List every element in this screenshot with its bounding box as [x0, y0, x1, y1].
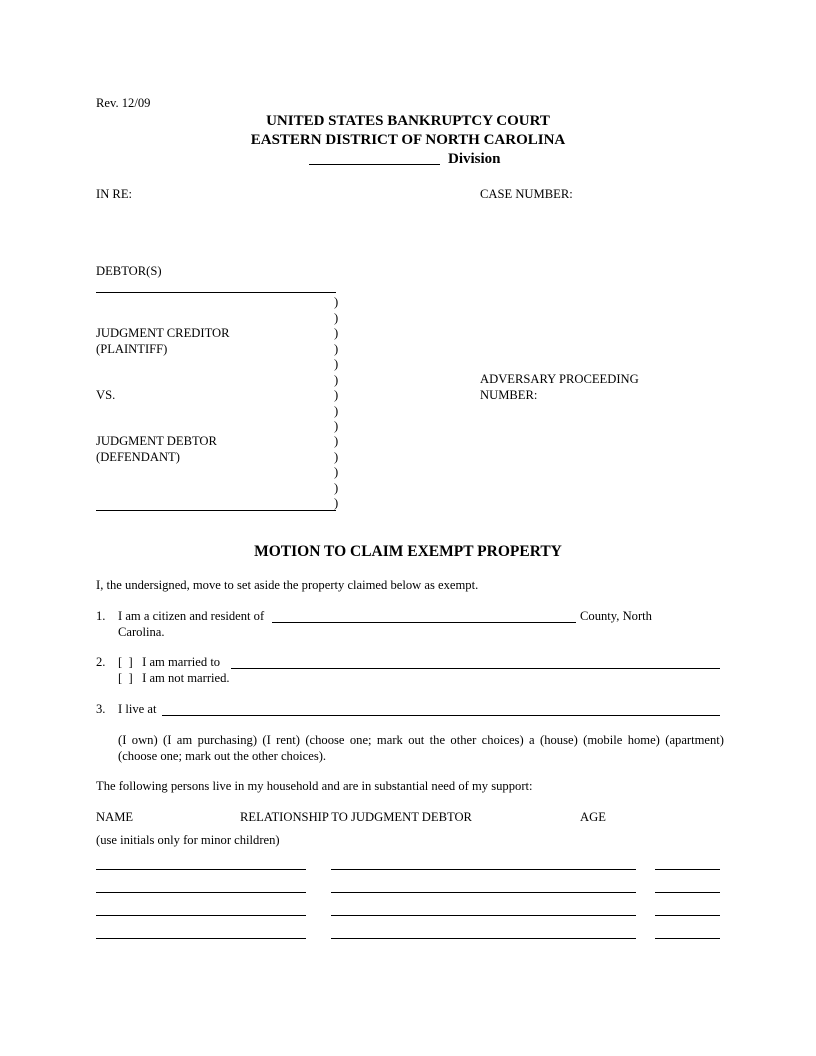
plaintiff-label: (PLAINTIFF) — [96, 342, 168, 356]
caption-paren: ) — [334, 357, 339, 371]
col-name-header: NAME — [96, 810, 134, 824]
item-number: 1. — [96, 609, 106, 623]
debtors-label: DEBTOR(S) — [96, 264, 162, 278]
judgment-debtor-label: JUDGMENT DEBTOR — [96, 434, 217, 448]
initials-note: (use initials only for minor children) — [96, 833, 280, 847]
judgment-creditor-label: JUDGMENT CREDITOR — [96, 326, 230, 340]
revision-label: Rev. 12/09 — [96, 96, 151, 110]
married-checkbox-label[interactable]: [ ] I am married to — [118, 655, 221, 669]
division-label: Division — [448, 151, 501, 167]
spouse-name-field[interactable] — [231, 668, 720, 669]
address-field[interactable] — [162, 715, 720, 716]
court-district: EASTERN DISTRICT OF NORTH CAROLINA — [250, 132, 566, 148]
in-re-label: IN RE: — [96, 187, 133, 201]
court-name: UNITED STATES BANKRUPTCY COURT — [266, 113, 550, 129]
caption-paren: ) — [334, 404, 339, 418]
caption-paren: ) — [334, 434, 339, 448]
defendant-label: (DEFENDANT) — [96, 450, 180, 464]
caption-paren: ) — [334, 326, 339, 340]
col-relationship-header: RELATIONSHIP TO JUDGMENT DEBTOR — [240, 810, 472, 824]
caption-paren: ) — [334, 311, 339, 325]
household-name-field[interactable] — [96, 938, 306, 939]
household-name-field[interactable] — [96, 869, 306, 870]
case-number-label: CASE NUMBER: — [480, 187, 573, 201]
household-relationship-field[interactable] — [331, 915, 636, 916]
caption-paren: ) — [334, 481, 339, 495]
adversary-number-label: NUMBER: — [480, 388, 538, 402]
household-relationship-field[interactable] — [331, 869, 636, 870]
item1-text: I am a citizen and resident of — [118, 609, 265, 623]
col-age-header: AGE — [580, 810, 606, 824]
division-blank[interactable] — [309, 164, 440, 165]
caption-paren: ) — [334, 342, 339, 356]
caption-paren: ) — [334, 465, 339, 479]
household-relationship-field[interactable] — [331, 938, 636, 939]
caption-paren: ) — [334, 450, 339, 464]
item1-text-cont: Carolina. — [118, 625, 165, 639]
household-name-field[interactable] — [96, 892, 306, 893]
item1-text-after: County, North — [580, 609, 652, 623]
caption-paren: ) — [334, 295, 339, 309]
household-intro: The following persons live in my household and are in substantial need of my support: — [96, 779, 533, 793]
vs-label: VS. — [96, 388, 116, 402]
caption-top-line — [96, 292, 336, 293]
household-age-field[interactable] — [655, 915, 720, 916]
item-number: 3. — [96, 702, 106, 716]
caption-paren: ) — [334, 388, 339, 402]
county-field[interactable] — [272, 622, 576, 623]
residence-choices-text: (I own) (I am purchasing) (I rent) (choose one; mark out the other choices) a (house) (mobile home) (apartment) (choose one; mark out the other choices). — [118, 733, 724, 763]
item-number: 2. — [96, 655, 106, 669]
household-age-field[interactable] — [655, 869, 720, 870]
intro-text: I, the undersigned, move to set aside the property claimed below as exempt. — [96, 578, 479, 592]
household-age-field[interactable] — [655, 938, 720, 939]
live-at-label: I live at — [118, 702, 157, 716]
household-name-field[interactable] — [96, 915, 306, 916]
household-age-field[interactable] — [655, 892, 720, 893]
household-relationship-field[interactable] — [331, 892, 636, 893]
caption-bottom-line — [96, 510, 336, 511]
motion-title: MOTION TO CLAIM EXEMPT PROPERTY — [254, 543, 562, 560]
caption-paren: ) — [334, 496, 339, 510]
caption-paren: ) — [334, 373, 339, 387]
not-married-checkbox-label[interactable]: [ ] I am not married. — [118, 671, 230, 685]
caption-paren: ) — [334, 419, 339, 433]
adversary-proceeding-label: ADVERSARY PROCEEDING — [480, 372, 639, 386]
